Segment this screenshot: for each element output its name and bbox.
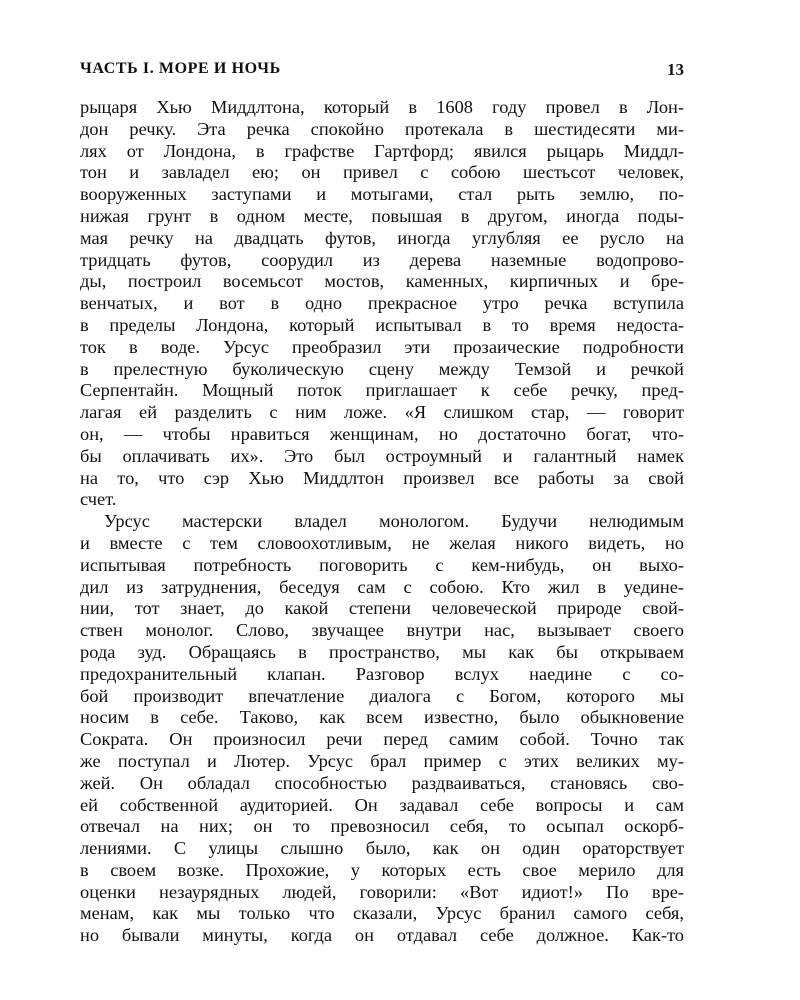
running-header (80, 60, 684, 84)
text-line: Серпентайн. Мощный поток приглашает к себе речку, пред- (80, 380, 684, 401)
text-line: ток в воде. Урсус преобразил эти прозаические подробности (80, 336, 684, 357)
text-line: рыцаря Хью Миддлтона, который в 1608 году провел в Лон- (80, 97, 684, 117)
text-line: мая речку на двадцать футов, иногда углубляя ее русло на (80, 227, 684, 248)
chapter-title: ЧАСТЬ I. МОРЕ И НОЧЬ (80, 60, 281, 77)
text-line: вооруженных заступами и мотыгами, стал рыть землю, по- (80, 184, 684, 205)
text-line: лагая ей разделить с ним ложе. «Я слишком стар, — говорит (80, 402, 684, 423)
text-line: ей собственной аудиторией. Он задавал себе вопросы и сам (80, 794, 684, 815)
text-line: рода зуд. Обращаясь в пространство, мы как бы открываем (80, 641, 684, 662)
text-line: тридцать футов, соорудил из дерева наземные водопрово- (80, 249, 684, 270)
text-line: он, — чтобы нравиться женщинам, но достаточно богат, что- (80, 423, 684, 444)
text-line: счет. (80, 489, 117, 510)
text-line: предохранительный клапан. Разговор вслух наедине с со- (80, 663, 684, 684)
text-line: в своем возке. Прохожие, у которых есть свое мерило для (80, 859, 684, 880)
text-line: нии, тот знает, до какой степени человеческой природе свой- (80, 598, 684, 619)
text-line: отвечал на них; он то превозносил себя, то осыпал оскорб- (80, 816, 684, 837)
text-line: тон и завладел ею; он привел с собою шестьсот человек, (80, 162, 684, 183)
text-line: на то, что сэр Хью Миддлтон произвел все работы за свой (80, 467, 684, 488)
text-line: бы оплачивать их». Это был остроумный и галантный намек (80, 445, 684, 466)
text-line: оценки незаурядных людей, говорили: «Вот идиот!» По вре- (80, 881, 684, 902)
text-line: бой производит впечатление диалога с Богом, которого мы (80, 685, 684, 706)
text-line: Урсус мастерски владел монологом. Будучи нелюдимым (104, 511, 684, 532)
text-line: жей. Он обладал способностью раздваиваться, становясь сво- (80, 772, 684, 793)
text-line: нижая грунт в одном месте, повышая в другом, иногда поды- (80, 205, 684, 226)
paragraph-1 (80, 97, 684, 511)
text-line: Сократа. Он произносил речи перед самим собой. Точно так (80, 729, 684, 750)
text-line: менам, как мы только что сказали, Урсус бранил самого себя, (80, 903, 684, 924)
text-line: ды, построил восемьсот мостов, каменных, кирпичных и бре- (80, 271, 684, 292)
body-text (80, 97, 684, 946)
text-line: дон речку. Эта речка спокойно протекала в шестидесяти ми- (80, 118, 684, 139)
text-line: ствен монолог. Слово, звучащее внутри нас, вызывает своего (80, 620, 684, 641)
text-line: в прелестную буколическую сцену между Темзой и речкой (80, 358, 684, 379)
text-line: испытывая потребность поговорить с кем-нибудь, он выхо- (80, 554, 684, 575)
text-line: но бывали минуты, когда он отдавал себе должное. Как-то (80, 925, 684, 946)
text-line: лениями. С улицы слышно было, как он один ораторствует (80, 838, 684, 859)
text-line: дил из затруднения, беседуя сам с собою. Кто жил в уедине- (80, 576, 684, 597)
text-line: и вместе с тем словоохотливым, не желая никого видеть, но (80, 532, 684, 553)
paragraph-2 (80, 511, 684, 947)
page-number: 13 (667, 60, 684, 79)
text-line: лях от Лондона, в графстве Гартфорд; явился рыцарь Миддл- (80, 140, 684, 161)
text-line: носим в себе. Таково, как всем известно, было обыкновение (80, 707, 684, 728)
text-line: в пределы Лондона, который испытывал в то время недоста- (80, 314, 684, 335)
text-line: венчатых, и вот в одно прекрасное утро речка вступила (80, 293, 684, 314)
text-line: же поступал и Лютер. Урсус брал пример с этих великих му- (80, 750, 684, 771)
